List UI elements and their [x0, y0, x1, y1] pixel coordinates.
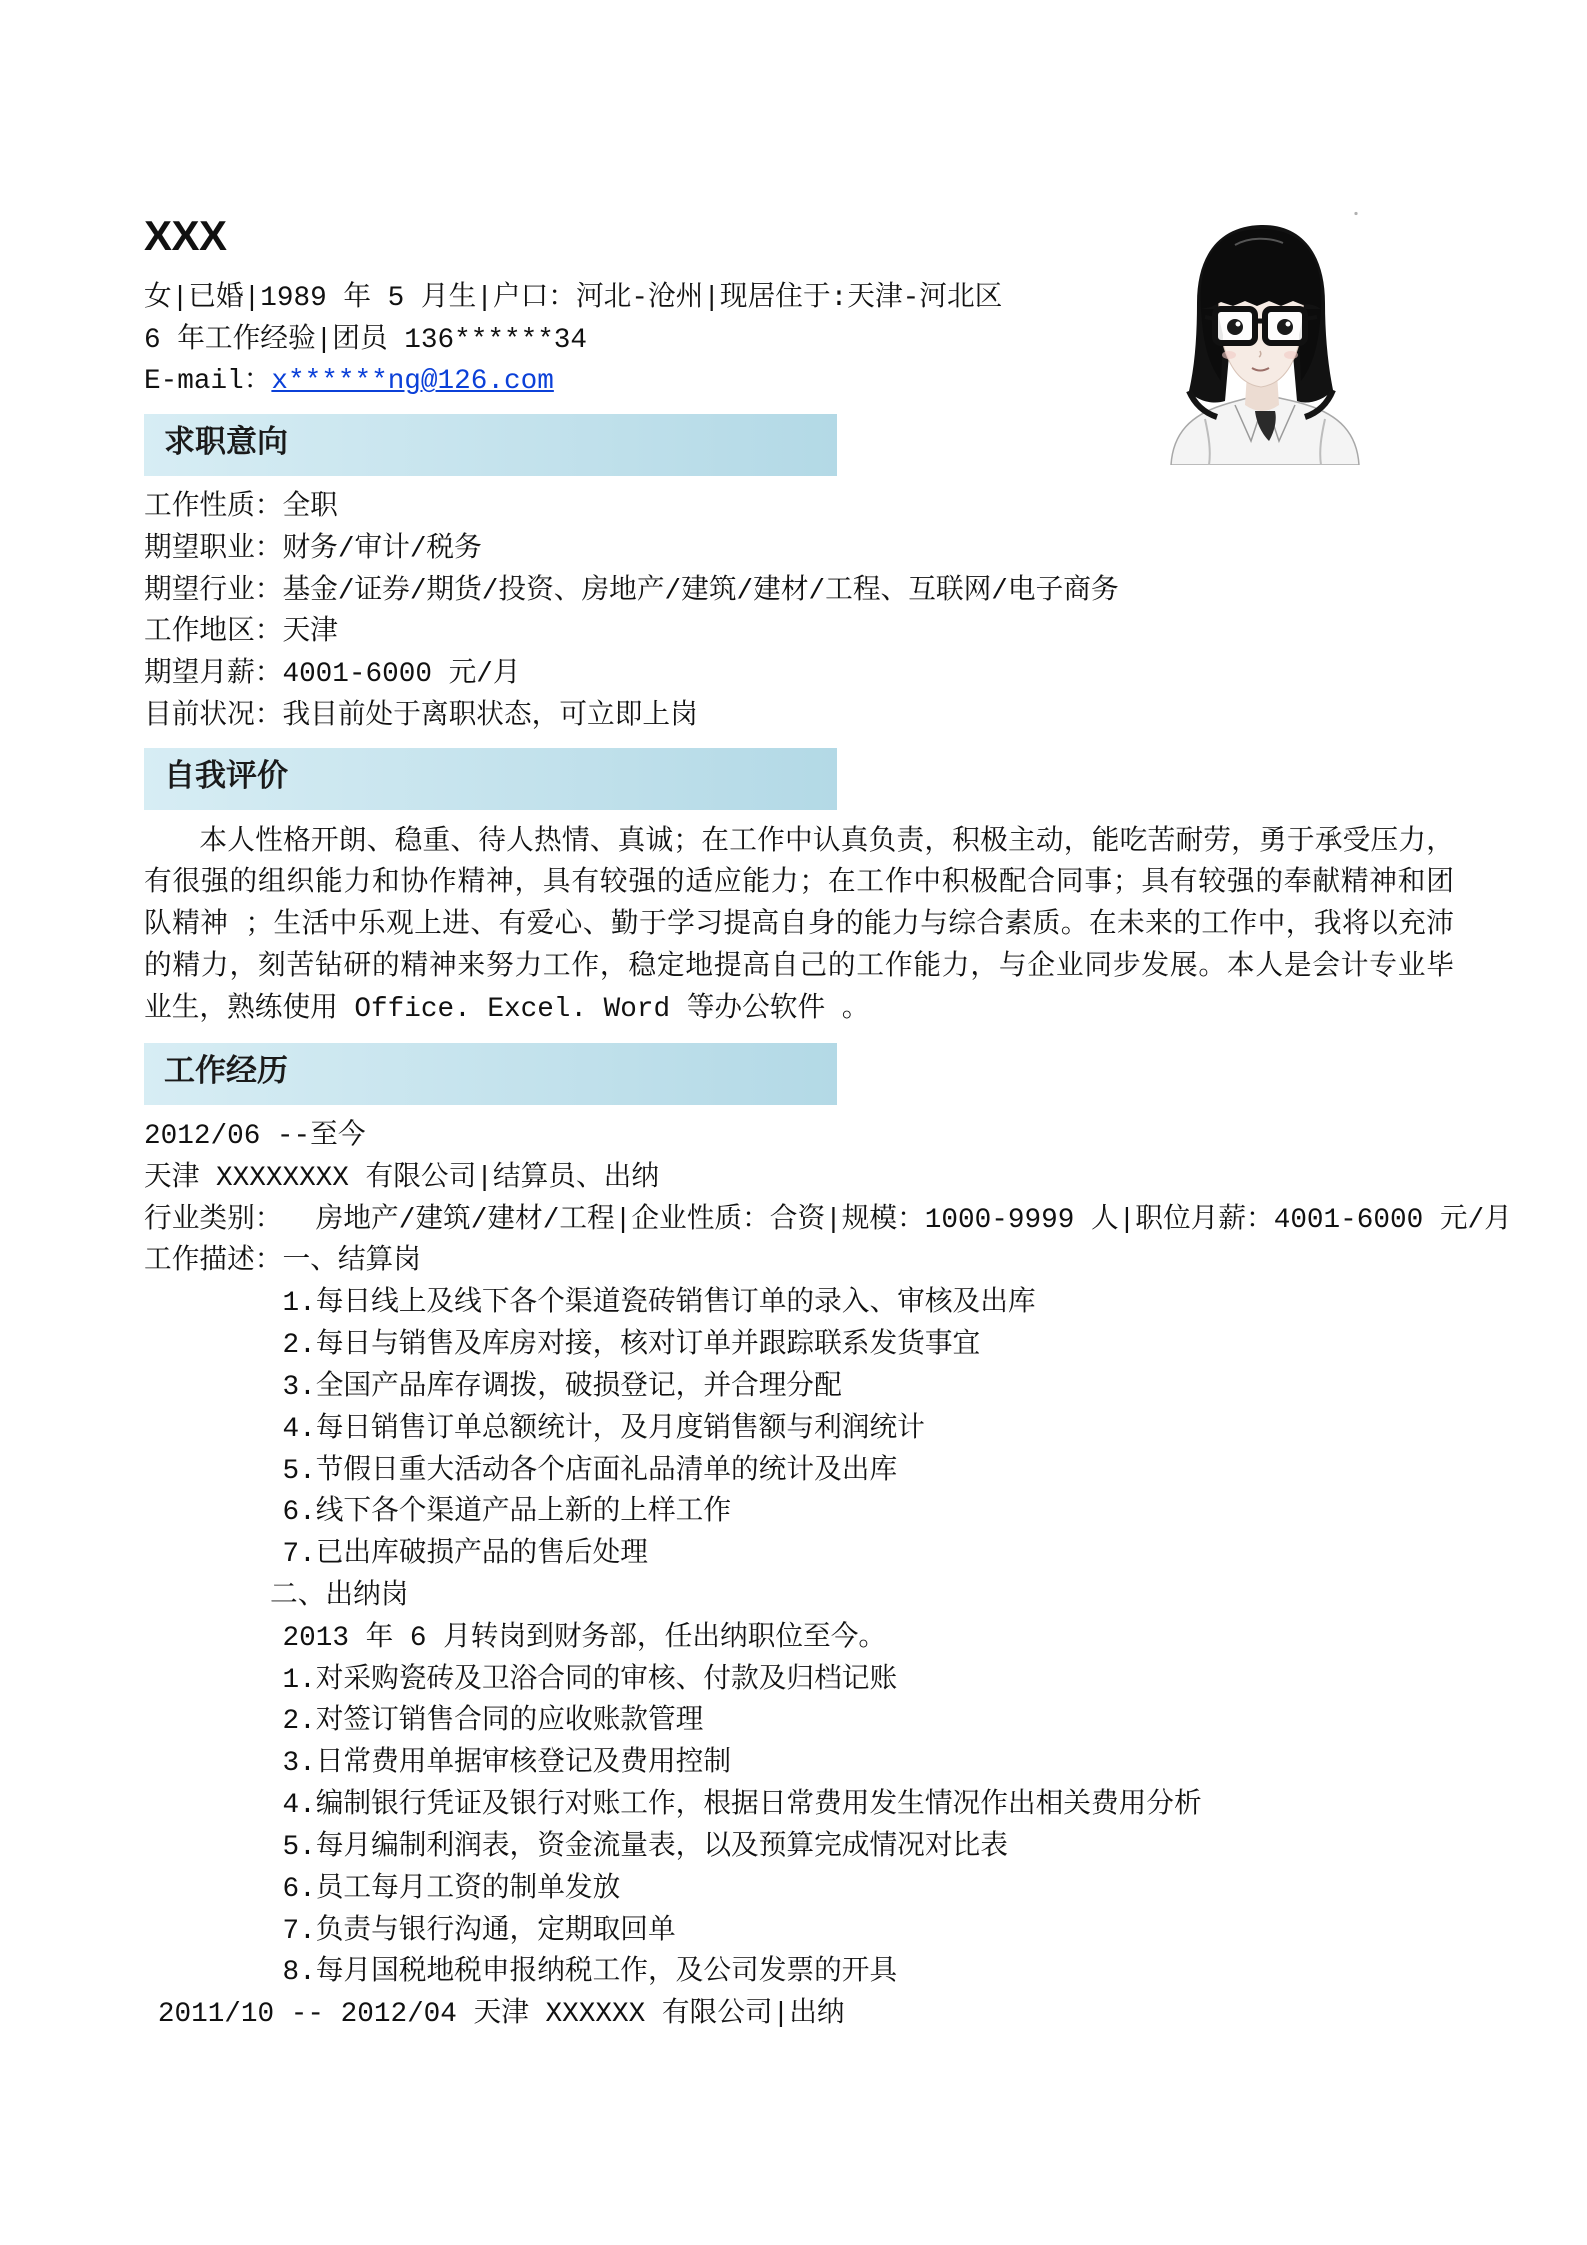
- duty-item: 5.每月编制利润表，资金流量表，以及预算完成情况对比表: [282, 1831, 1008, 1863]
- paragraph-line: 本人性格开朗、稳重、待人热情、真诚；在工作中认真负责，积极主动，能吃苦耐劳，勇于承受压力，: [199, 826, 1454, 858]
- section-header-self-evaluation: 自我评价: [144, 748, 837, 810]
- row-label: 期望月薪：: [144, 659, 283, 691]
- duty-item: 3.日常费用单据审核登记及费用控制: [282, 1748, 732, 1780]
- intention-row-position: [144, 529, 1454, 571]
- row-value: 基金/证券/期货/投资、房地产/建筑/建材/工程、互联网/电子商务: [282, 575, 1119, 607]
- paragraph-line: 有很强的组织能力和协作精神，具有较强的适应能力；在工作中积极配合同事；具有较强的奉献精神和团: [144, 868, 1454, 900]
- duty-item: 8.每月国税地税申报纳税工作，及公司发票的开具: [282, 1957, 898, 1989]
- duty-item: 5.节假日重大活动各个店面礼品清单的统计及出库: [282, 1455, 898, 1487]
- personal-info-line: 女|已婚|1989 年 5 月生|户口：河北-沧州|现居住于:天津-河北区: [144, 282, 1003, 314]
- intention-row-location: [144, 612, 1454, 654]
- intention-row-industry: [144, 571, 1454, 613]
- duty-item: 6.员工每月工资的制单发放: [282, 1873, 621, 1905]
- job-details: 行业类别： 房地产/建筑/建材/工程|企业性质：合资|规模：1000-9999 人|职位月薪：4001-6000 元/月: [144, 1204, 1512, 1236]
- role-intro: 2013 年 6 月转岗到财务部，任出纳职位至今。: [282, 1622, 887, 1654]
- row-value: 4001-6000 元/月: [282, 659, 521, 691]
- duty-item: 1.每日线上及线下各个渠道瓷砖销售订单的录入、审核及出库: [282, 1288, 1036, 1320]
- duty-item: 4.编制银行凭证及银行对账工作，根据日常费用发生情况作出相关费用分析: [282, 1790, 1202, 1822]
- section-header-job-intention: 求职意向: [144, 414, 837, 476]
- intention-row-salary: [144, 654, 1454, 696]
- duty-item: 3.全国产品库存调拨，破损登记，并合理分配: [282, 1371, 842, 1403]
- job-period: 2012/06 --至今: [144, 1120, 366, 1152]
- job-company: 天津 XXXXXXXX 有限公司|结算员、出纳: [144, 1162, 660, 1194]
- duty-item: 4.每日销售订单总额统计，及月度销售额与利润统计: [282, 1413, 925, 1445]
- intention-row-job-type: [144, 487, 1454, 529]
- email-label: E-mail：: [144, 366, 272, 398]
- row-label: 期望行业：: [144, 575, 283, 607]
- row-label: 目前状况：: [144, 701, 283, 733]
- job-description-header: [144, 1241, 1454, 1283]
- duty-item: 2.每日与销售及库房对接，核对订单并跟踪联系发货事宜: [282, 1330, 981, 1362]
- self-evaluation-paragraph: [144, 822, 1454, 1031]
- description-label: 工作描述：: [144, 1246, 283, 1278]
- avatar-blush-right: [1284, 351, 1298, 359]
- experience-contact-line: 6 年工作经验|团员 136******34: [144, 324, 588, 356]
- row-value: 天津: [282, 617, 338, 649]
- row-value: 我目前处于离职状态，可立即上岗: [282, 701, 698, 733]
- section-header-work-experience: 工作经历: [144, 1043, 837, 1105]
- row-value: 全职: [282, 491, 338, 523]
- avatar-blush-left: [1222, 351, 1236, 359]
- duty-item: 7.已出库破损产品的售后处理: [282, 1539, 648, 1571]
- paragraph-line: 的精力，刻苦钻研的精神来努力工作，稳定地提高自己的工作能力，与企业同步发展。本人是会计专业毕: [144, 952, 1454, 984]
- previous-job-summary: 2011/10 -- 2012/04 天津 XXXXXX 有限公司|出纳: [157, 1999, 845, 2031]
- row-label: 工作地区：: [144, 617, 283, 649]
- paragraph-line: 业生，熟练使用 Office. Excel. Word 等办公软件 。: [144, 993, 870, 1025]
- email-link[interactable]: x******ng@126.com: [271, 366, 554, 398]
- row-label: 工作性质：: [144, 491, 283, 523]
- duty-item: 1.对采购瓷砖及卫浴合同的审核、付款及归档记账: [282, 1664, 898, 1696]
- duty-item: 6.线下各个渠道产品上新的上样工作: [282, 1497, 732, 1529]
- row-label: 期望职业：: [144, 533, 283, 565]
- role-title-cashier: 二、出纳岗: [270, 1581, 409, 1612]
- job-intention-list: [144, 487, 1454, 738]
- candidate-name: XXX: [144, 212, 227, 259]
- profile-photo: [1165, 205, 1365, 465]
- photo-corner-dot: [1354, 212, 1357, 215]
- paragraph-line: 队精神 ；生活中乐观上进、有爱心、勤于学习提高自身的能力与综合素质。在未来的工作中，我将以充沛: [144, 910, 1454, 942]
- row-value: 财务/审计/税务: [282, 533, 482, 565]
- work-experience-list: [144, 1116, 1512, 2036]
- duty-item: 2.对签订销售合同的应收账款管理: [282, 1706, 704, 1738]
- duty-item: 7.负责与银行沟通，定期取回单: [282, 1915, 676, 1947]
- role-title-settlement: 一、结算岗: [282, 1246, 421, 1278]
- intention-row-status: [144, 696, 1454, 738]
